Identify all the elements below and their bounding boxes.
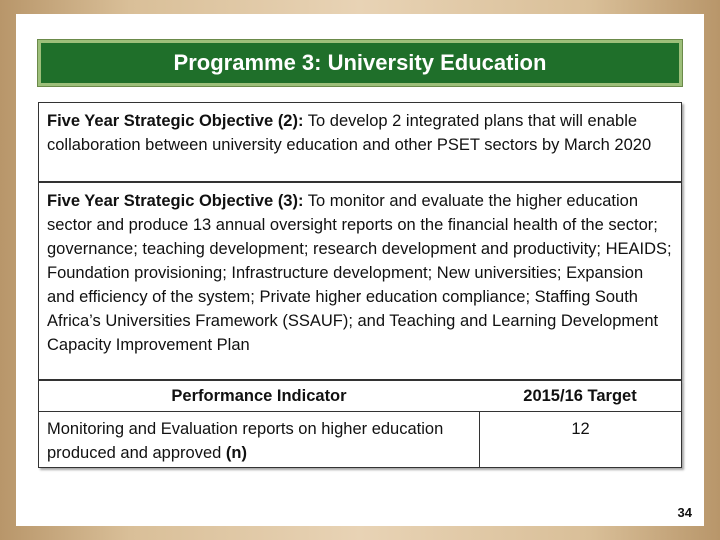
slide-title-text: Programme 3: University Education [173,50,547,75]
strategic-objective-2 [38,102,682,182]
header-target: 2015/16 Target [523,386,637,405]
table-cell-target: 12 [571,420,590,438]
table-header-row [39,381,681,412]
table-cell-indicator [47,417,467,465]
objective-3-label: Five Year Strategic Objective (3): [47,192,304,210]
objective-3-text: To monitor and evaluate the higher education sector and produce 13 annual oversight reports on the financial health of the sector; governance; teaching development; research development and productivity; HEAIDS; Foundation provisioning; Infrastructure development; New universities; Expansion and efficiency of the system; Private higher education compliance; Staffing South Africa’s Universities Framework (SSAUF); and Teaching and Learning Development Capacity Improvement Plan [47,192,672,354]
objective-2-label: Five Year Strategic Objective (2): [47,112,304,130]
page-number: 34 [677,505,692,520]
indicator-suffix: (n) [225,444,247,462]
strategic-objective-3 [38,182,682,380]
indicator-text: Monitoring and Evaluation reports on higher education produced and approved [47,420,444,462]
objective-2-text: To develop 2 integrated plans that will enable collaboration between university education and other PSET sectors by March 2020 [47,112,652,154]
header-performance-indicator: Performance Indicator [171,386,347,405]
performance-table [38,380,682,468]
slide-title [38,40,682,86]
